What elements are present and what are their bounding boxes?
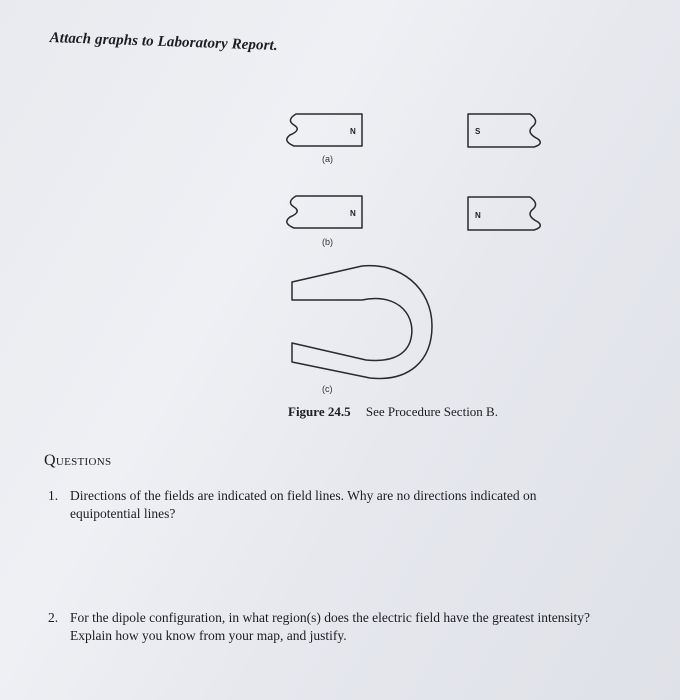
handwritten-header: Attach graphs to Laboratory Report. <box>49 30 278 54</box>
figure-label-b: (b) <box>322 237 333 247</box>
question-2 <box>48 609 608 645</box>
pole-label-b-left: N <box>350 209 356 218</box>
question-text: Directions of the fields are indicated on field lines. Why are no directions indicated on equipotential lines? <box>70 488 537 521</box>
pole-label-a-left: N <box>350 127 356 136</box>
questions-heading: Questions <box>44 452 112 469</box>
question-number: 2. <box>48 610 59 625</box>
figure-label-c: (c) <box>322 384 333 394</box>
pole-label-b-right: N <box>475 211 481 220</box>
figure-label-a: (a) <box>322 154 333 164</box>
horseshoe-magnet <box>292 266 432 379</box>
figure-caption-text: See Procedure Section B. <box>365 404 498 419</box>
pole-label-a-right: S <box>475 127 481 136</box>
question-number: 1. <box>48 488 59 503</box>
question-1 <box>48 487 608 523</box>
figure-caption <box>288 404 498 420</box>
figure-number: Figure 24.5 <box>288 404 351 419</box>
question-text: For the dipole configuration, in what region(s) does the electric field have the greatest intensity? Explain how you know from your map, and justify. <box>70 610 590 643</box>
